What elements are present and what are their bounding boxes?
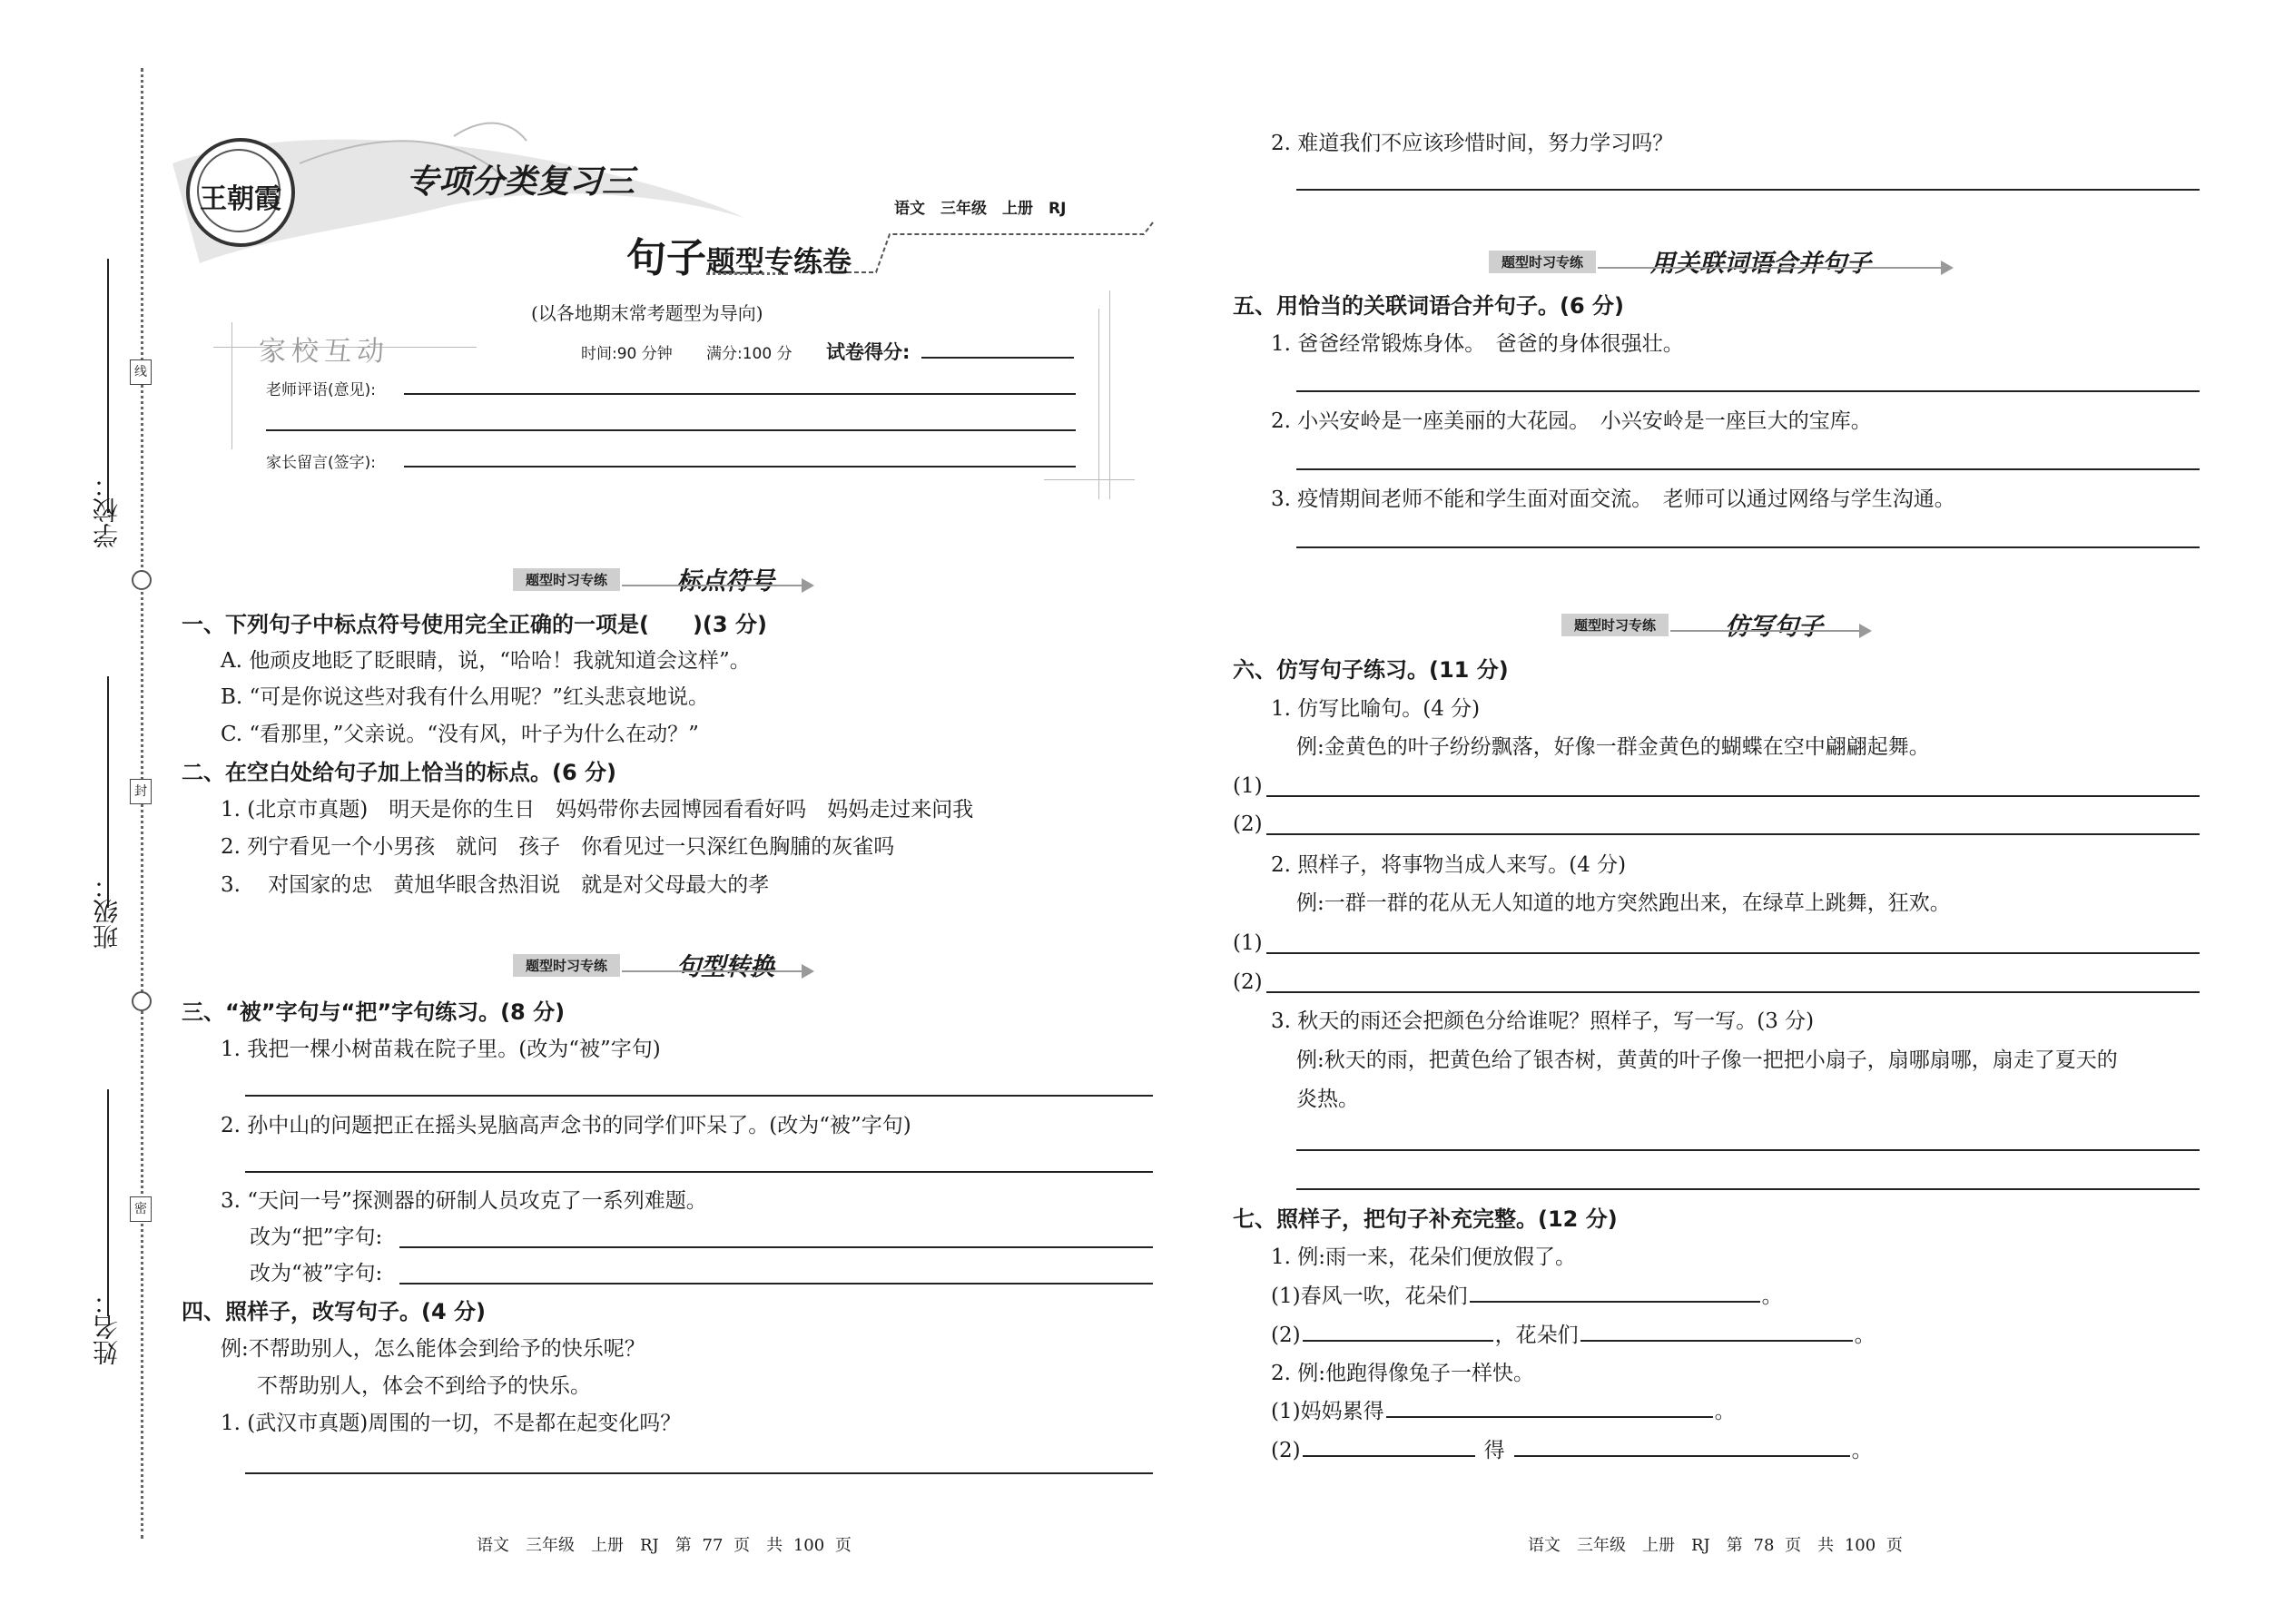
left-page-footer: 语文 三年级 上册 RJ 第 77 页 共 100 页 — [477, 1536, 852, 1555]
q4-sentence-2: 2. 难道我们不应该珍惜时间，努力学习吗？ — [1271, 132, 1674, 155]
q3-bei-answer[interactable] — [399, 1283, 1153, 1284]
q1-option-a[interactable]: A. 他顽皮地眨了眨眼睛，说，“哈哈！我就知道会这样”。 — [221, 649, 751, 673]
q6-part-3-example-2: 炎热。 — [1296, 1088, 1359, 1111]
name-field[interactable] — [107, 1089, 109, 1316]
q6-part-1-num-1: (1) — [1233, 774, 1263, 798]
title-bracket-decoration — [799, 218, 1162, 281]
banner-title: 句型转换 — [676, 953, 774, 981]
period: 。 — [1851, 1439, 1873, 1462]
frame-line — [1044, 479, 1135, 480]
q2-title: 二、在空白处给句子加上恰当的标点。(6 分) — [182, 760, 616, 785]
banner-title: 标点符号 — [676, 567, 774, 595]
q6-part-2: 2. 照样子，将事物当成人来写。(4 分) — [1271, 853, 1627, 877]
school-label: 学校： — [92, 472, 122, 548]
q3-ba-answer[interactable] — [399, 1246, 1153, 1248]
q5-sentence-2: 2. 小兴安岭是一座美丽的大花园。 小兴安岭是一座巨大的宝库。 — [1271, 409, 1872, 433]
q4-sentence-1: 1. (武汉市真题)周围的一切，不是都在起变化吗？ — [221, 1412, 682, 1435]
section-tag: 题型时习专练 — [1561, 614, 1669, 636]
teacher-comment-field-2[interactable] — [266, 429, 1076, 431]
section-tag: 题型时习专练 — [513, 954, 620, 977]
banner-conjunctions — [1489, 243, 1961, 280]
q7-item-1-2 — [1271, 1322, 1876, 1349]
q4-example-1: 例:不帮助别人，怎么能体会到给予的快乐呢？ — [221, 1337, 645, 1361]
banner-title: 仿写句子 — [1725, 613, 1823, 641]
section-tag: 题型时习专练 — [1489, 251, 1596, 273]
q6-part-3: 3. 秋天的雨还会把颜色分给谁呢？照样子，写一写。(3 分) — [1271, 1009, 1815, 1033]
q2-sentence-2: 2. 列宁看见一个小男孩 就问 孩子 你看见过一只深红色胸脯的灰雀吗 — [221, 835, 895, 859]
parent-note-field[interactable] — [404, 466, 1076, 468]
q6-part-2-answer-1[interactable] — [1266, 952, 2200, 954]
q1-option-c[interactable]: C. “看那里，”父亲说。“没有风，叶子为什么在动？” — [221, 723, 699, 746]
class-label: 班级： — [92, 873, 122, 950]
q6-part-2-num-1: (1) — [1233, 931, 1263, 955]
q7-example-1: 1. 例:雨一来，花朵们便放假了。 — [1271, 1245, 1577, 1269]
q6-part-3-answer-2[interactable] — [1296, 1188, 2200, 1190]
q5-answer-3[interactable] — [1296, 546, 2200, 548]
q5-sentence-1: 1. 爸爸经常锻炼身体。 爸爸的身体很强壮。 — [1271, 332, 1684, 356]
q6-part-2-answer-2[interactable] — [1266, 991, 2200, 993]
title-underline — [706, 272, 788, 275]
frame-line — [1109, 290, 1110, 499]
q3-sentence-3: 3. “天问一号”探测器的研制人员攻克了一系列难题。 — [221, 1189, 707, 1213]
q7-example-2: 2. 例:他跑得像兔子一样快。 — [1271, 1362, 1535, 1385]
q5-answer-1[interactable] — [1296, 390, 2200, 392]
q3-answer-1[interactable] — [245, 1095, 1153, 1097]
q1-option-b[interactable]: B. “可是你说这些对我有什么用呢？”红头悲哀地说。 — [221, 685, 710, 709]
q7-item-1-1-text: (1)春风一吹，花朵们 — [1271, 1284, 1468, 1308]
q7-item-1-1 — [1271, 1283, 1783, 1310]
teacher-comment-field[interactable] — [404, 393, 1076, 395]
q7-item-2-1-text: (1)妈妈累得 — [1271, 1400, 1384, 1423]
q3-bei-label: 改为“被”字句: — [250, 1262, 383, 1285]
name-label: 姓名： — [92, 1289, 122, 1365]
q7-title: 七、照样子，把句子补充完整。(12 分) — [1233, 1206, 1618, 1232]
q6-part-1-example: 例:金黄色的叶子纷纷飘落，好像一群金黄色的蝴蝶在空中翩翩起舞。 — [1296, 735, 1930, 759]
binding-hole-icon — [132, 991, 152, 1011]
q7-item-2-1-blank[interactable] — [1386, 1415, 1713, 1418]
period: 。 — [1854, 1324, 1876, 1347]
q7-item-2-2-blank-1[interactable] — [1303, 1454, 1475, 1457]
banner-imitation — [1561, 606, 1879, 643]
q5-title: 五、用恰当的关联词语合并句子。(6 分) — [1233, 293, 1624, 319]
q7-item-2-2-text: 得 — [1483, 1439, 1505, 1462]
q6-part-1-num-2: (2) — [1233, 812, 1263, 836]
binding-mark-xian: 线 — [130, 359, 152, 385]
q2-sentence-3: 3. 对国家的忠 黄旭华眼含热泪说 就是对父母最大的孝 — [221, 873, 770, 897]
q6-part-1-answer-2[interactable] — [1266, 833, 2200, 835]
q1-title: 一、下列句子中标点符号使用完全正确的一项是( )(3 分) — [182, 612, 767, 637]
q7-item-2-2-blank-2[interactable] — [1514, 1454, 1850, 1457]
q3-sentence-2: 2. 孙中山的问题把正在摇头晃脑高声念书的同学们吓呆了。(改为“被”字句) — [221, 1114, 911, 1137]
q6-part-2-num-2: (2) — [1233, 970, 1263, 994]
main-title-rest: 题型专练卷 — [706, 244, 852, 279]
q6-part-1-answer-1[interactable] — [1266, 795, 2200, 797]
q6-title: 六、仿写句子练习。(11 分) — [1233, 657, 1509, 683]
full-score: 满分:100 分 — [706, 345, 793, 363]
q5-answer-2[interactable] — [1296, 468, 2200, 470]
period: 。 — [1714, 1400, 1736, 1423]
q4-answer-1[interactable] — [245, 1472, 1153, 1474]
banner-sentence-conversion — [513, 947, 831, 983]
q6-part-3-example-1: 例:秋天的雨，把黄色给了银杏树，黄黄的叶子像一把把小扇子，扇哪扇哪，扇走了夏天的 — [1296, 1048, 2118, 1072]
score-field[interactable] — [921, 357, 1074, 359]
teacher-comment-label: 老师评语(意见): — [266, 381, 376, 399]
brand-logo — [186, 138, 295, 247]
q3-sentence-1: 1. 我把一棵小树苗栽在院子里。(改为“被”字句) — [221, 1038, 661, 1061]
logo-text: 王朝霞 — [200, 183, 281, 215]
q7-item-2-1 — [1271, 1398, 1736, 1425]
binding-mark-mi: 密 — [130, 1196, 152, 1222]
q4-example-2: 不帮助别人，体会不到给予的快乐。 — [257, 1374, 591, 1398]
q6-part-3-answer-1[interactable] — [1296, 1149, 2200, 1151]
parent-note-label: 家长留言(签字): — [266, 454, 376, 472]
q7-item-1-2-text: ，花朵们 — [1494, 1324, 1579, 1347]
exam-time: 时间:90 分钟 — [581, 345, 673, 363]
q5-sentence-3: 3. 疫情期间老师不能和学生面对面交流。 老师可以通过网络与学生沟通。 — [1271, 487, 1955, 511]
q7-item-2-2-num: (2) — [1271, 1439, 1301, 1462]
q7-item-1-2-num: (2) — [1271, 1324, 1301, 1347]
q2-sentence-1: 1. (北京市真题) 明天是你的生日 妈妈带你去园博园看看好吗 妈妈走过来问我 — [221, 798, 974, 822]
frame-line — [231, 322, 232, 449]
q3-answer-2[interactable] — [245, 1171, 1153, 1173]
q6-part-1: 1. 仿写比喻句。(4 分) — [1271, 697, 1481, 721]
q4-answer-2[interactable] — [1296, 189, 2200, 191]
q6-part-2-example: 例:一群一群的花从无人知道的地方突然跑出来，在绿草上跳舞，狂欢。 — [1296, 891, 1951, 915]
q7-item-1-2-blank-1[interactable] — [1303, 1339, 1493, 1342]
q7-item-1-1-blank[interactable] — [1470, 1300, 1760, 1303]
banner-punctuation — [513, 561, 831, 597]
section-tag: 题型时习专练 — [513, 568, 620, 591]
home-school-label: 家校互动 — [259, 336, 389, 368]
right-page-footer: 语文 三年级 上册 RJ 第 78 页 共 100 页 — [1528, 1536, 1903, 1555]
q4-title: 四、照样子，改写句子。(4 分) — [182, 1299, 486, 1324]
binding-mark-feng: 封 — [130, 779, 152, 804]
subject-tag: 语文 三年级 上册 RJ — [894, 200, 1067, 218]
score-label: 试卷得分: — [826, 341, 911, 363]
frame-line — [1098, 309, 1099, 499]
guide-note: (以各地期末常考题型为导向) — [531, 302, 763, 324]
binding-hole-icon — [132, 570, 152, 590]
series-title: 专项分类复习三 — [406, 163, 635, 201]
period: 。 — [1761, 1284, 1783, 1308]
q3-title: 三、“被”字句与“把”字句练习。(8 分) — [182, 999, 566, 1025]
main-title-big: 句子 — [626, 235, 706, 281]
q7-item-2-2 — [1271, 1437, 1873, 1464]
q3-ba-label: 改为“把”字句: — [250, 1225, 383, 1249]
banner-title: 用关联词语合并句子 — [1650, 250, 1871, 278]
q7-item-1-2-blank-2[interactable] — [1580, 1339, 1853, 1342]
